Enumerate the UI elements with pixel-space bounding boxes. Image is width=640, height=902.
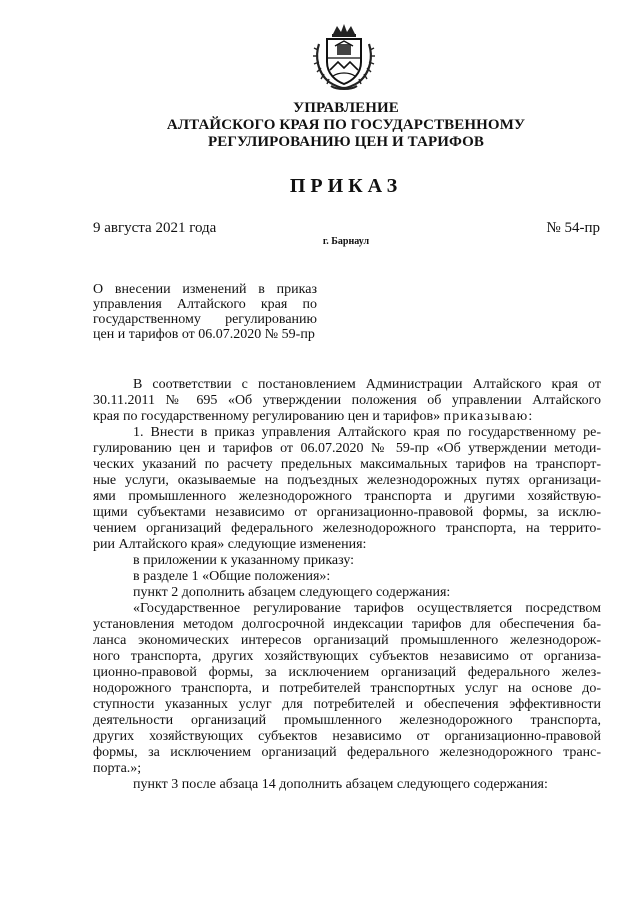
body-line: пункт 3 после абзаца 14 дополнить абзацем следующего содержания: [133, 777, 548, 792]
body-line: в разделе 1 «Общие положения»: [133, 569, 331, 584]
body-line: чением организаций федерального железнодорожного транспорта, на террито- [93, 521, 601, 536]
document-city: г. Барнаул [322, 236, 370, 247]
body-line: В соответствии с постановлением Администрации Алтайского края от [133, 377, 601, 392]
body-line: пункт 2 дополнить абзацем следующего содержания: [133, 585, 451, 600]
body-line: 30.11.2011 № 695 «Об утверждении положения об управлении Алтайского [93, 393, 601, 408]
altai-krai-coat-of-arms-icon [311, 22, 377, 92]
body-line: формы, за исключением организаций федерального железнодорожного транс- [93, 745, 601, 760]
body-line: ческих указаний по расчету предельных максимальных тарифов на транспорт- [93, 457, 601, 472]
body-line: ями промышленного железнодорожного транспорта и другими хозяйствую- [93, 489, 601, 504]
body-line: щими субъектами независимо от организационно-правовой формы, за исклю- [93, 505, 601, 520]
body-line: установления методом долгосрочной индексации тарифов для обеспечения ба- [93, 617, 601, 632]
body-line: ные услуги, оказываемые на подъездных железнодорожных путях организаци- [93, 473, 601, 488]
body-line: деятельности организаций промышленного железнодорожного транспорта, [93, 713, 601, 728]
body-line: других хозяйствующих субъектов независимо от организационно-правовой [93, 729, 601, 744]
document-type-title: ПРИКАЗ [289, 175, 403, 197]
body-line: ланса экономических интересов организаций промышленного железнодорож- [93, 633, 601, 648]
org-name-line-1: УПРАВЛЕНИЕ [293, 100, 399, 116]
document-subject: О внесении изменений в приказ управления Алтайского края по государственному регулированию цен и тарифов от 06.07.2020 № 59-пр [93, 282, 317, 342]
order-keyword: приказываю: [443, 409, 534, 424]
body-line: ступности указанных услуг для потребителей и обеспечения эффективности [93, 697, 601, 712]
body-line: 1. Внести в приказ управления Алтайского края по государственному ре- [133, 425, 601, 440]
body-line: нодорожного транспорта, и потребителей транспортных услуг на основе до- [93, 681, 601, 696]
body-line: в приложении к указанному приказу: [133, 553, 355, 568]
org-name-line-3: РЕГУЛИРОВАНИЮ ЦЕН И ТАРИФОВ [207, 134, 485, 150]
document-date: 9 августа 2021 года [93, 220, 217, 236]
org-name-line-2: АЛТАЙСКОГО КРАЯ ПО ГОСУДАРСТВЕННОМУ [166, 117, 526, 133]
body-line: ционно-правовой формы, за исключением организаций федерального желез- [93, 665, 601, 680]
body-line: гулированию цен и тарифов от 06.07.2020 № 59-пр «Об утверждении методи- [93, 441, 601, 456]
document-number: № 54-пр [546, 220, 600, 236]
body-line [93, 409, 601, 425]
body-line-text: края по государственному регулированию цен и тарифов» [93, 409, 441, 424]
document-body [93, 377, 601, 793]
body-line: ного транспорта, других хозяйствующих субъектов независимо от организа- [93, 649, 601, 664]
body-line: порта.»; [93, 761, 142, 776]
body-line: «Государственное регулирование тарифов осуществляется посредством [133, 601, 601, 616]
body-line: рии Алтайского края» следующие изменения: [93, 537, 367, 552]
